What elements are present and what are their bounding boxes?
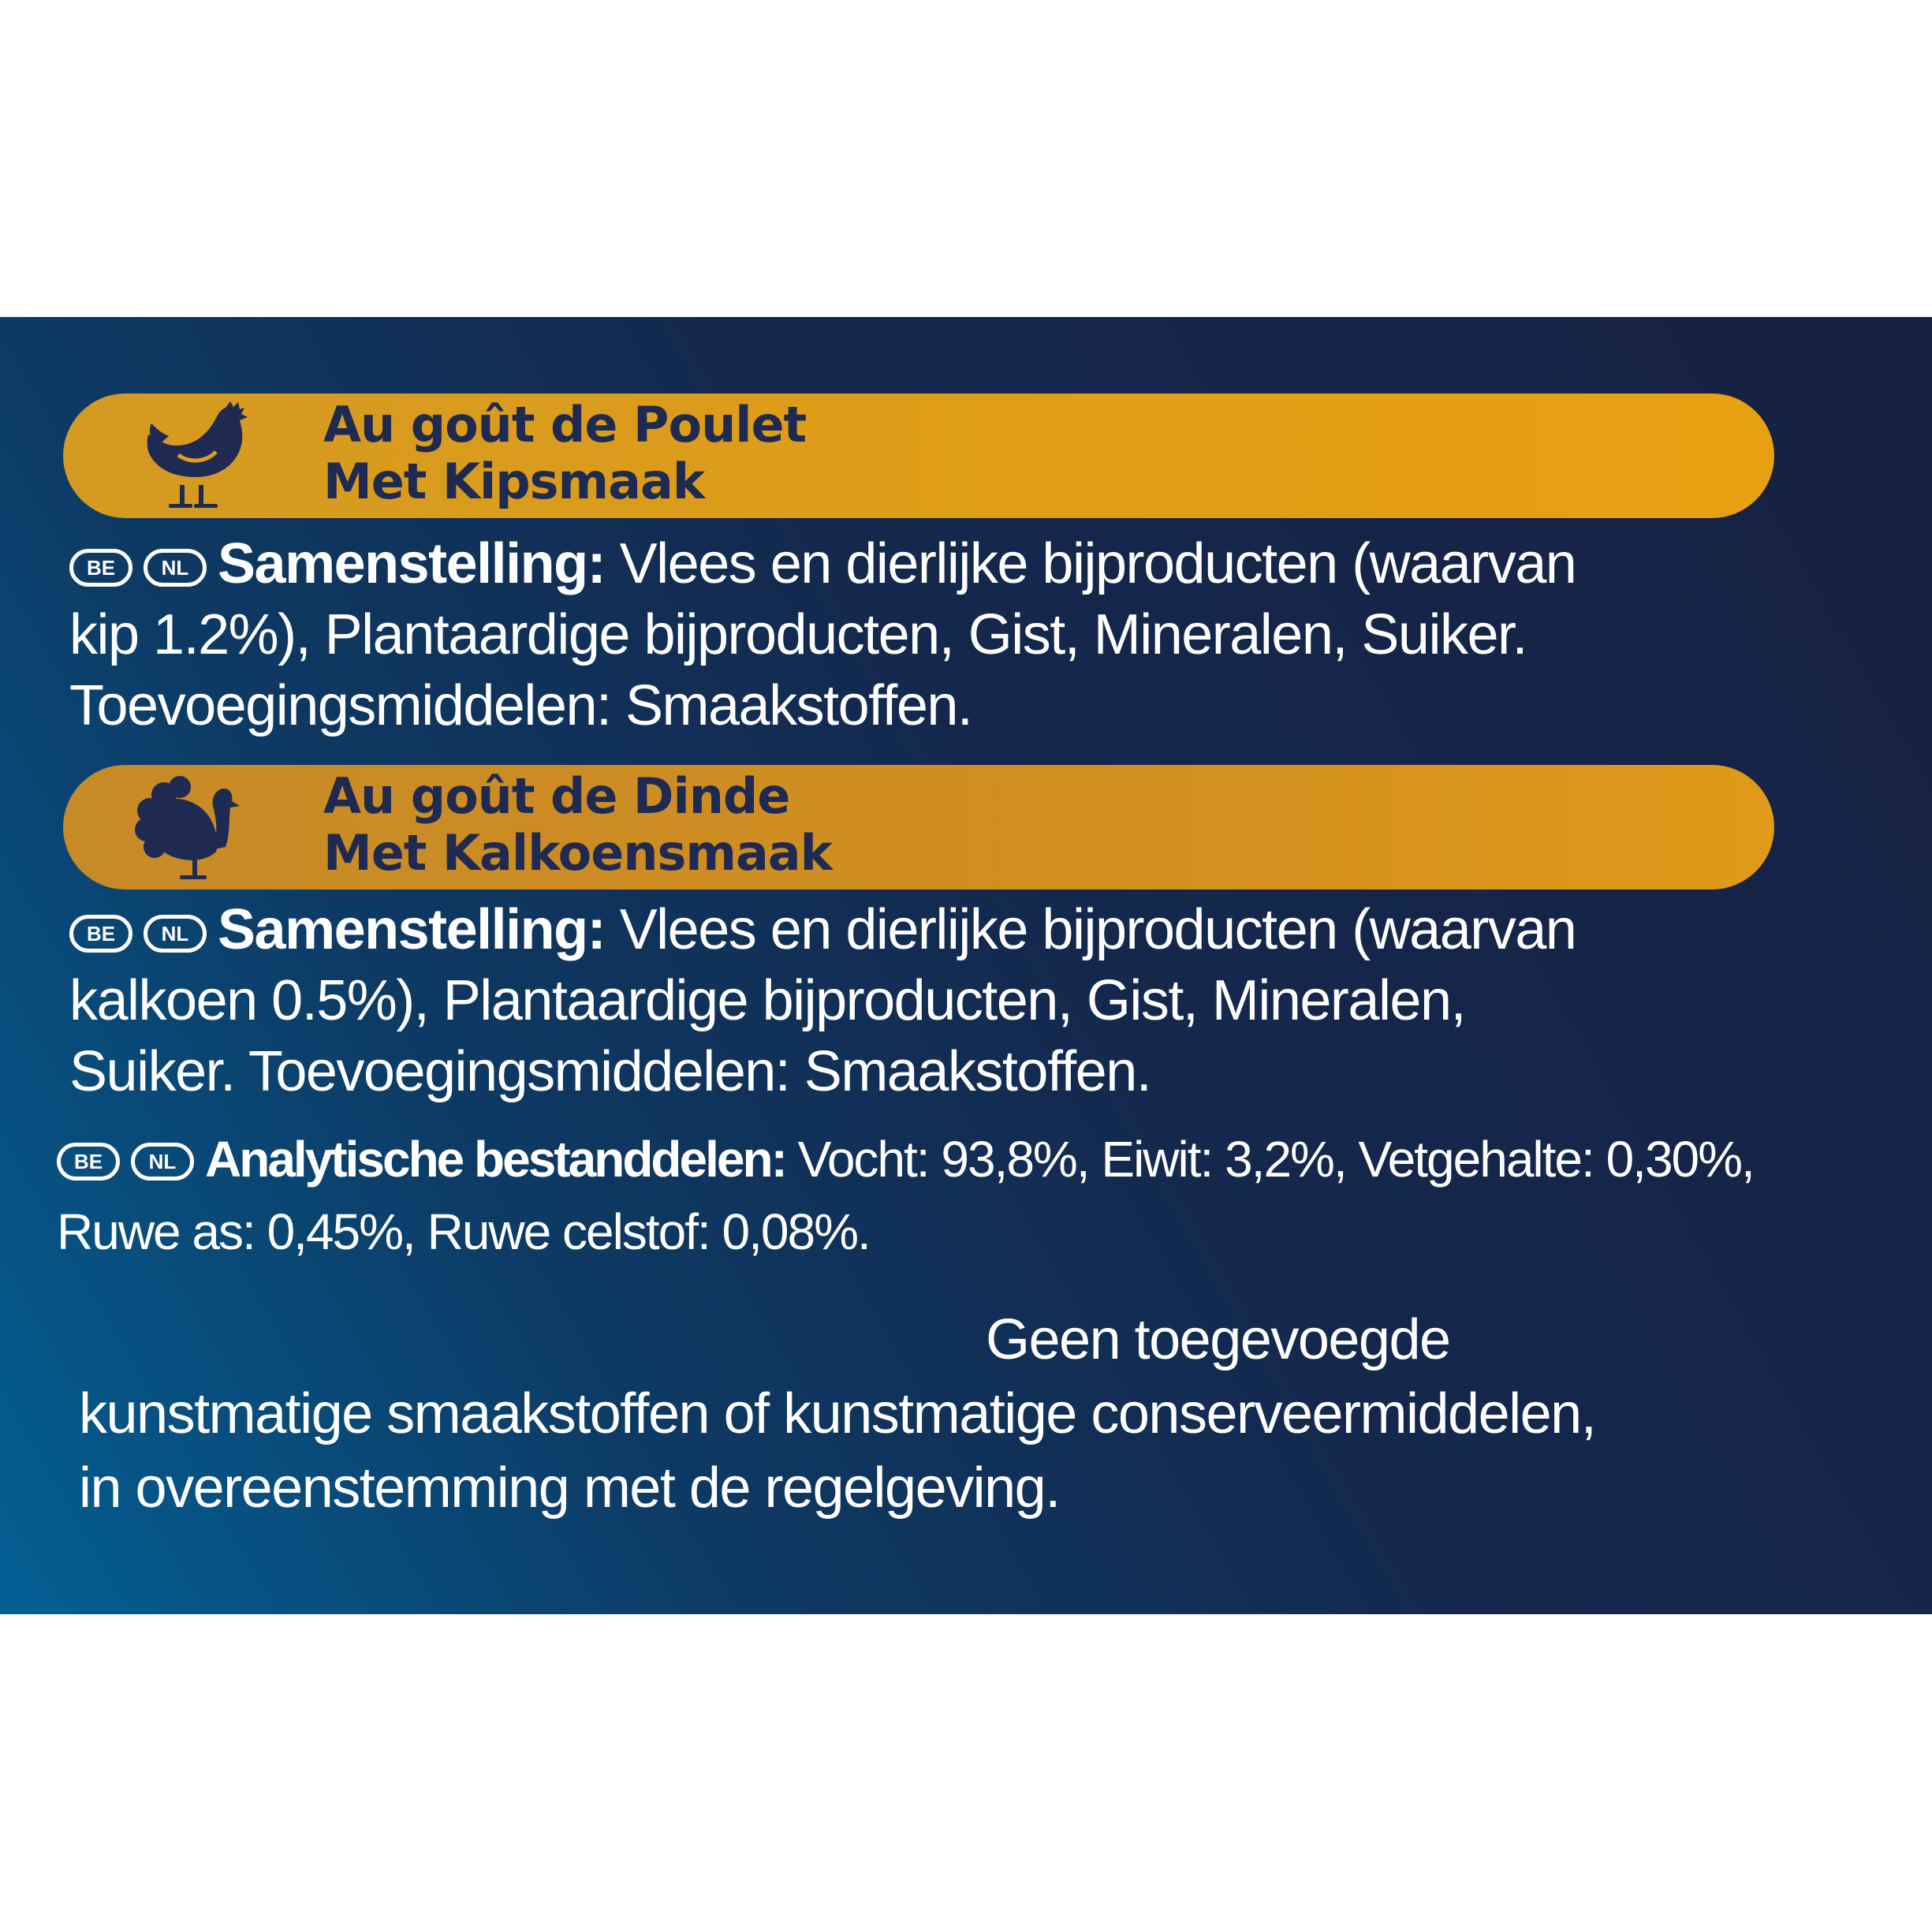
composition-turkey	[69, 894, 1836, 1107]
flag-nl-icon: NL	[131, 1143, 194, 1180]
flag-nl-icon: NL	[144, 915, 207, 953]
composition-line-1	[69, 528, 1836, 599]
composition-line-2: kip 1.2%), Plantaardige bijproducten, Gist, Mineralen, Suiker.	[69, 603, 1527, 666]
analysis-label: Analytische bestanddelen:	[205, 1131, 785, 1188]
flag-be-icon: BE	[69, 915, 132, 953]
flavour-title-fr: Au goût de Dinde	[323, 767, 790, 825]
composition-line-2: kalkoen 0.5%), Plantaardige bijproducten, Gist, Mineralen,	[69, 969, 1466, 1032]
composition-label: Samenstelling:	[218, 898, 606, 961]
composition-chicken	[69, 528, 1836, 741]
flavour-banner-chicken	[63, 393, 1774, 518]
analytical-constituents	[57, 1123, 1823, 1268]
composition-line-1	[69, 894, 1836, 965]
ingredients-panel	[0, 317, 1932, 1614]
analysis-line-1	[57, 1123, 1823, 1195]
analysis-text: Vocht: 93,8%, Eiwit: 3,2%, Vetgehalte: 0,30%,	[785, 1131, 1754, 1188]
no-additives-note	[79, 1303, 1853, 1525]
flavour-title-nl: Met Kalkoensmaak	[323, 824, 832, 882]
composition-line-3: Toevoegingsmiddelen: Smaakstoffen.	[69, 674, 972, 737]
note-line-1: Geen toegevoegde	[986, 1308, 1450, 1371]
flavour-title-nl: Met Kipsmaak	[323, 453, 705, 510]
composition-line-3: Suiker. Toevoegingsmiddelen: Smaakstoffen.	[69, 1040, 1151, 1103]
composition-label: Samenstelling:	[218, 532, 606, 595]
turkey-icon	[132, 771, 259, 883]
note-line-2: kunstmatige smaakstoffen of kunstmatige conserveermiddelen,	[79, 1382, 1596, 1445]
flavour-title	[323, 768, 832, 882]
chicken-icon	[132, 400, 259, 512]
flavour-title	[323, 397, 806, 510]
flavour-banner-turkey	[63, 765, 1774, 890]
flavour-title-fr: Au goût de Poulet	[323, 396, 807, 453]
note-line-3: in overeenstemming met de regelgeving.	[79, 1456, 1060, 1520]
composition-text: Vlees en dierlijke bijproducten (waarvan	[605, 898, 1576, 961]
composition-text: Vlees en dierlijke bijproducten (waarvan	[605, 532, 1576, 595]
flag-nl-icon: NL	[144, 549, 207, 587]
analysis-line-2: Ruwe as: 0,45%, Ruwe celstof: 0,08%.	[57, 1203, 870, 1260]
flag-be-icon: BE	[57, 1143, 120, 1180]
flag-be-icon: BE	[69, 549, 132, 587]
